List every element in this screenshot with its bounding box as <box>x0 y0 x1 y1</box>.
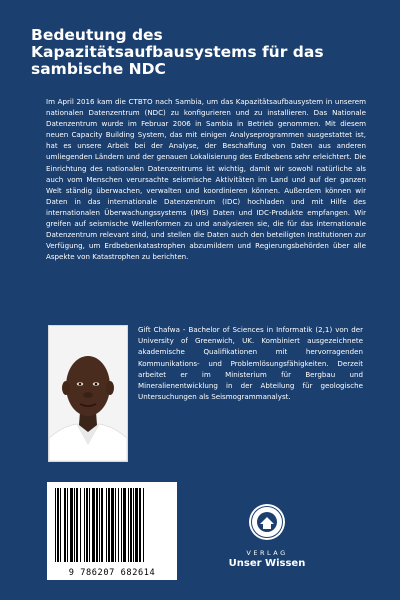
barcode-icon <box>47 482 177 566</box>
title-line-3: sambische NDC <box>31 60 166 78</box>
author-bio: Gift Chafwa - Bachelor of Sciences in Informatik (2,1) von der University of Greenwich, UK. Kombiniert ausgezeichnete akademische Qualifikationen mit hervorragenden Kommunikations- und Problemlösungsfähigkeiten. Derzeit arbeitet er im Ministerium für Bergbau und Mineralienentwicklung in der Abteilung für geologische Untersuchungen als Seismogrammanalyst. <box>138 325 363 402</box>
isbn-barcode <box>47 482 177 580</box>
publisher-label: VERLAG <box>246 549 288 557</box>
back-cover-title <box>31 27 371 78</box>
publisher-name: Unser Wissen <box>228 558 306 569</box>
blurb-text: Im April 2016 kam die CTBTO nach Sambia, um das Kapazitätsaufbausystem in unserem nationalen Datenzentrum (NDC) zu konfigurieren und zu installieren. Das Nationale Datenzentrum wurde im Februar 2006 in Sambia in Betrieb genommen. Mit diesem neuen Capacity Building System, das mit einigen Analyseprogrammen ausgestattet ist, hat es unsere Arbeit bei der Analyse, der Beschaffung von Daten aus anderen umliegenden Ländern und der genauen Lokalisierung des Erdbebens sehr erleichtert. Die Einrichtung des nationalen Datenzentrums ist wichtig, damit wir sowohl natürliche als auch vom Menschen verursachte seismische Aktivitäten im Land und auf der ganzen Welt ständig überwachen, verwalten und koordinieren können. Außerdem können wir Daten in das internationale Datenzentrum (IDC) hochladen und mit Hilfe des internationalen Überwachungssystems (IMS) Daten und IDC-Produkte empfangen. Wir greifen auf seismische Wellenformen zu und analysieren sie, die für das internationale Datenzentrum relevant sind, und stellen die Daten auch den beteiligten Institutionen zur Verfügung, um Erdbebenkatastrophen abzumildern und Regierungsbehörden über alle Aspekte von Katastrophen zu berichten. <box>46 97 366 262</box>
title-line-1: Bedeutung des <box>31 26 163 44</box>
publisher-logo <box>222 502 312 569</box>
author-photo <box>48 325 128 462</box>
publisher-seal-icon <box>247 502 287 542</box>
isbn-number: 9 786207 682614 <box>68 568 156 578</box>
title-line-2: Kapazitätsaufbausystems für das <box>31 43 324 61</box>
